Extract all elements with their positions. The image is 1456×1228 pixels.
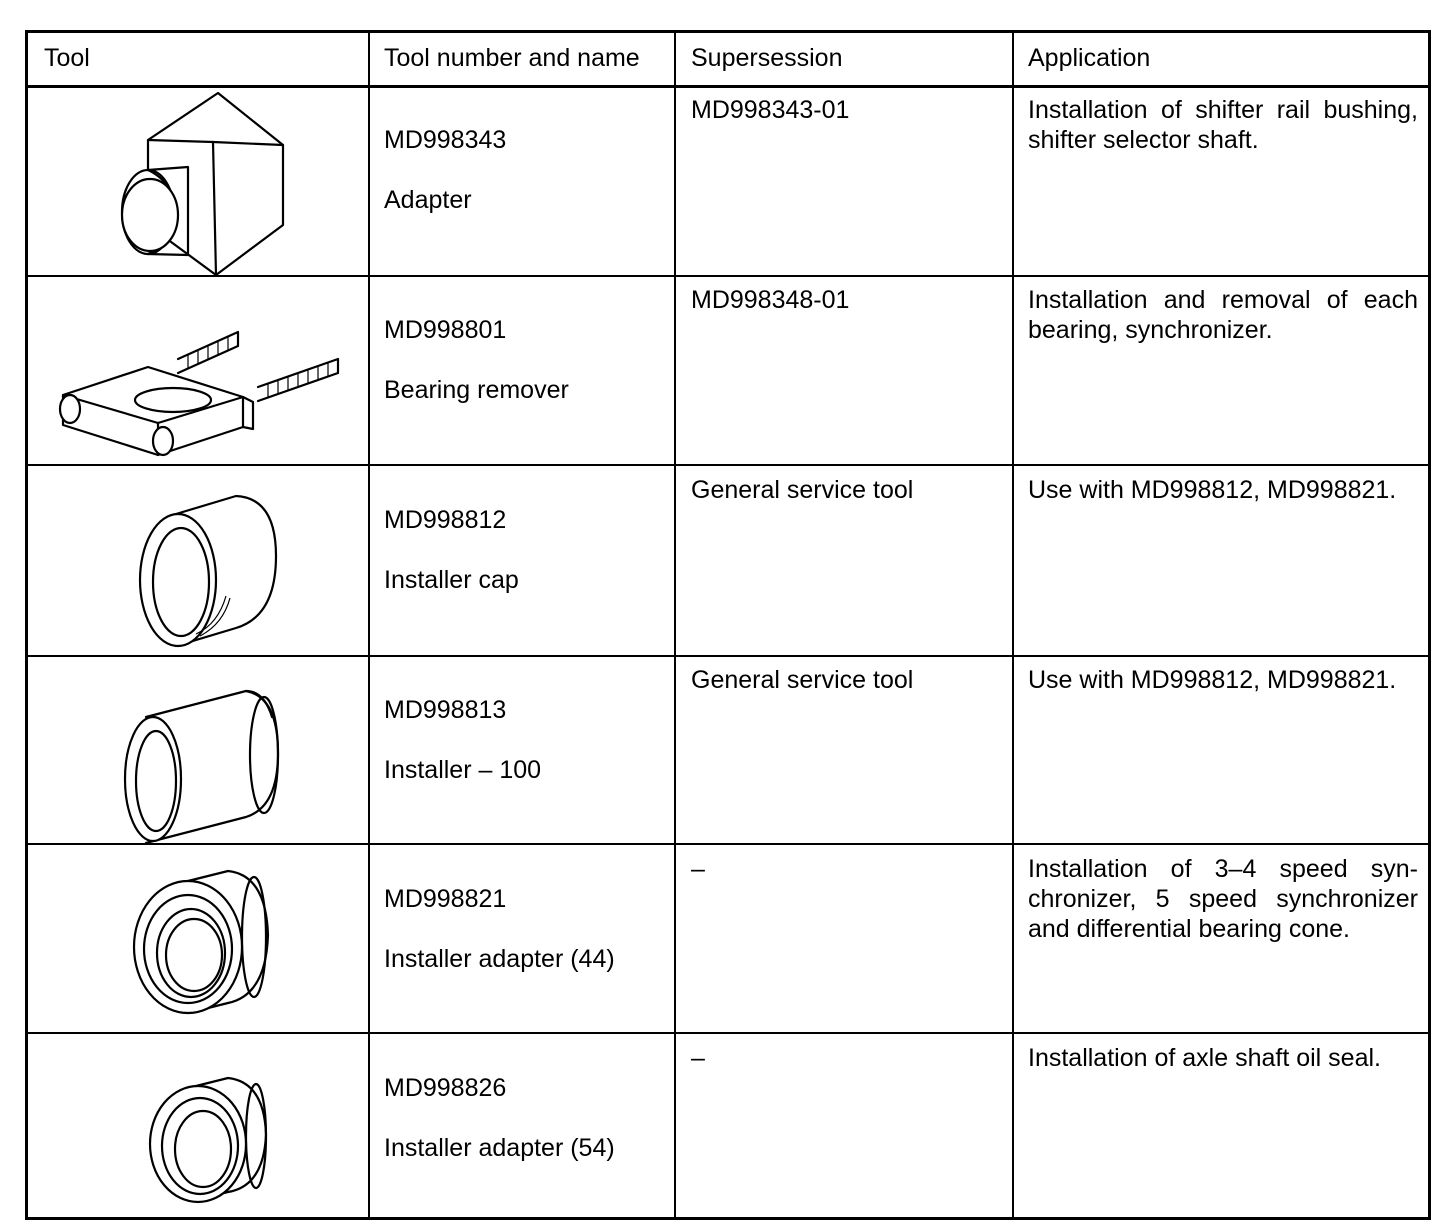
column-divider <box>368 33 370 1217</box>
application: Use with MD998812, MD998821. <box>1028 666 1397 694</box>
tool-number-name <box>384 95 506 245</box>
bearing-remover-icon <box>28 277 368 464</box>
tool-name: Installer adapter (44) <box>384 945 615 973</box>
tool-number-name <box>384 665 541 815</box>
column-divider <box>1012 33 1014 1217</box>
tool-number: MD998343 <box>384 126 507 154</box>
tool-name: Bearing remover <box>384 376 569 404</box>
header-supersession: Supersession <box>691 44 843 72</box>
tool-name: Installer – 100 <box>384 756 542 784</box>
application: Use with MD998812, MD998821. <box>1028 476 1397 504</box>
application: Installation of axle shaft oil seal. <box>1028 1044 1381 1072</box>
tool-number: MD998801 <box>384 316 507 344</box>
installer-adapter-54-icon <box>28 1034 368 1220</box>
supersession: MD998343-01 <box>691 96 850 124</box>
tool-number: MD998813 <box>384 696 507 724</box>
header-application: Application <box>1028 44 1151 72</box>
tool-number: MD998826 <box>384 1074 507 1102</box>
tool-name: Adapter <box>384 186 472 214</box>
column-divider <box>674 33 676 1217</box>
supersession: – <box>691 1044 705 1072</box>
tool-name: Installer adapter (54) <box>384 1134 615 1162</box>
application: Installation of 3–4 speed syn- chronizer, 5 speed synchronizer and differential bearing cone. <box>1028 855 1418 943</box>
installer-cap-icon <box>28 466 368 655</box>
tool-number: MD998812 <box>384 506 507 534</box>
tool-name: Installer cap <box>384 566 519 594</box>
tool-number-name <box>384 854 615 1004</box>
special-tools-table <box>25 30 1431 1220</box>
tool-number-name <box>384 475 519 625</box>
tool-number-name <box>384 1043 615 1193</box>
application: Installation and removal of each bearing, synchronizer. <box>1028 286 1418 344</box>
header-tool: Tool <box>44 44 90 72</box>
adapter-icon <box>28 87 368 275</box>
supersession: General service tool <box>691 666 914 694</box>
tool-number: MD998821 <box>384 885 507 913</box>
tool-number-name <box>384 285 569 435</box>
installer-100-icon <box>28 657 368 843</box>
supersession: – <box>691 855 705 883</box>
header-tool-number-name: Tool number and name <box>384 44 640 72</box>
application: Installation of shifter rail bushing, shifter selector shaft. <box>1028 96 1418 154</box>
supersession: MD998348-01 <box>691 286 850 314</box>
supersession: General service tool <box>691 476 914 504</box>
installer-adapter-44-icon <box>28 845 368 1032</box>
